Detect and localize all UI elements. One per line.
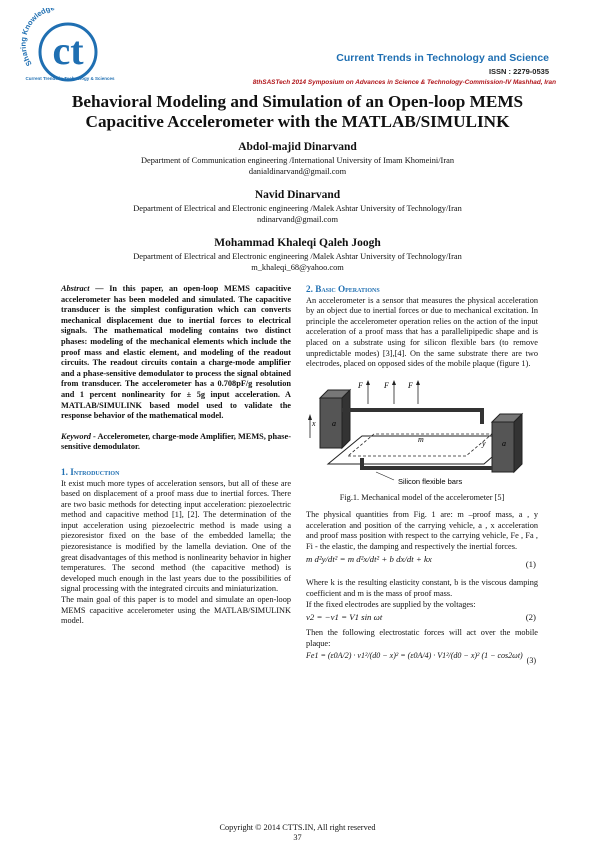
- author-affiliation: Department of Electrical and Electronic engineering /Malek Ashtar University of Technology/Iran: [133, 252, 462, 261]
- author-name: Navid Dinarvand: [254, 189, 341, 201]
- fig-label-y: y: [482, 438, 486, 448]
- svg-text:Sharing Knowledge: [19, 8, 56, 68]
- basic-paragraph-4: If the fixed electrodes are supplied by the voltages:: [306, 599, 476, 609]
- author-3: [40, 236, 555, 273]
- section-heading-introduction: 1. Introduction: [61, 466, 120, 477]
- right-column: [306, 284, 538, 675]
- paper-title: [40, 92, 555, 132]
- copyright: Copyright © 2014 CTTS.IN, All right reserved: [219, 823, 376, 832]
- figure-caption: Fig.1. Mechanical model of the accelerometer [5]: [339, 493, 505, 503]
- basic-paragraph-5: Then the following electrostatic forces will act over the mobile plaque:: [306, 628, 538, 648]
- equation-3-number: (3): [526, 656, 536, 666]
- journal-name: Current Trends in Technology and Science: [336, 52, 549, 64]
- page-footer: [0, 823, 595, 843]
- abstract-text: — In this paper, an open-loop MEMS capacitive accelerometer has been modeled and simulated. The capacitive transducer is the simplest configuration which can converts mechanical displacement due to inertial forces to electrical signals. The mathematical modeling contains two distinct phases: modeling of the mechanical elements which include the proof mass and elastic element, and modeling of the readout circuits. The readout circuits contain a charge-mode amplifier and a phase-sensitive demodulator to process the signal obtained from transducer. The accelerometer has a 0.708pF/g resolution and 1 percent nonlinearity for ± 5g input acceleration. A MATLAB/SIMULINK based model used to validate the response behavior of the mathematical model.: [61, 284, 291, 421]
- author-email: ndinarvand@gmail.com: [257, 215, 338, 224]
- equation-1-number: (1): [525, 559, 536, 570]
- fig-label-m: m: [418, 434, 424, 444]
- basic-paragraph-1: An accelerometer is a sensor that measures the physical acceleration by an object due to inertial forces or due to mechanical excitation. In principle the accelerometer operation relies on the action of the input acceleration of a proof mass that has a parallelipipedic shape and is placed on a substrate using for silicon flexible bars (to remove unpredictable modes) [3],[4]. On the same substrate there are two electrodes, placed on opposed sides of the mobile plaque (figure 1).: [306, 295, 538, 369]
- left-column: [61, 284, 291, 627]
- fig-label-fi: F: [408, 380, 413, 390]
- intro-paragraph-1: It exist much more types of acceleration sensors, but all of these are based on displacement of a proof mass due to inertial forces. There are two basic methods for detecting input acceleration: piezoelectric method and capacitive method [1], [2]. The determination of the input acceleration using piezoelectric method is made using a piezoresistor fixed on the base of the embedded lamella; the piezoresistance is modified by the lamella deviation. One of the great disadvantages of this method is nonlinearity behavior in higher temperatures. The second method (the capacitive method) is developed much enough in the last years due to the possibilities of signal processing with the integrated circuits and miniaturization.: [61, 478, 291, 594]
- author-name: Mohammad Khaleqi Qaleh Joogh: [214, 237, 381, 249]
- section-heading-basic-operations: 2. Basic Operations: [306, 284, 380, 294]
- author-email: m_khaleqi_68@yahoo.com: [251, 263, 344, 272]
- fig-label-fa: F: [384, 380, 389, 390]
- fig-label-a2: a: [502, 438, 506, 448]
- equation-1-body: m d²y/dt² = m d²x/dt² + b dx/dt + kx: [306, 554, 432, 565]
- issn: ISSN : 2279-0535: [488, 67, 549, 76]
- fig-label-a: a: [332, 418, 336, 428]
- page-number: 37: [293, 833, 302, 842]
- basic-paragraph-2: The physical quantities from Fig. 1 are: m –proof mass, a , y acceleration and position of the carrying vehicle, a , x acceleration and proof mass position with respect to the carrying vehicle, Fe , Fa , Fi - the elastic, the damping and respectively the inertial forces.: [306, 509, 538, 551]
- author-2: [40, 188, 555, 225]
- author-email: danialdinarvand@gmail.com: [248, 167, 347, 176]
- logo-letters: ct: [52, 28, 84, 73]
- fig-label-bars: Silicon flexible bars: [398, 476, 463, 486]
- title-line-2: Capacitive Accelerometer with the MATLAB/SIMULINK: [85, 112, 510, 131]
- basic-paragraph-3: Where k is the resulting elasticity constant, b is the viscous damping coefficient and m is the mass of proof mass.: [306, 578, 538, 598]
- equation-1: [306, 554, 538, 576]
- journal-logo: [18, 8, 116, 84]
- keywords-label: Keyword: [61, 431, 91, 441]
- intro-paragraph-2: The main goal of this paper is to model and simulate an open-loop MEMS capacitive accelerometer using the MATLAB/SIMULINK model.: [61, 595, 291, 626]
- abstract-label: Abstract: [61, 284, 90, 293]
- equation-2: [306, 612, 538, 626]
- author-1: [40, 140, 555, 177]
- fig-label-fe: F: [358, 380, 363, 390]
- symposium-line: 8thSASTech 2014 Symposium on Advances in Science & Technology-Commission-IV Mashhad, Iran: [252, 79, 556, 86]
- equation-2-number: (2): [525, 612, 536, 623]
- keywords: [61, 432, 291, 453]
- title-line-1: Behavioral Modeling and Simulation of an Open-loop MEMS: [71, 92, 524, 111]
- equation-2-body: v2 = −v1 = V1 sin ωt: [306, 612, 383, 623]
- logo-ring-text: Sharing Knowledg: [18, 8, 52, 68]
- author-name: Abdol-majid Dinarvand: [238, 141, 357, 153]
- abstract: [61, 284, 291, 422]
- equation-3: [306, 651, 538, 673]
- keywords-text: - Accelerometer, charge-mode Amplifier, MEMS, phase-sensitive demodulator.: [61, 431, 291, 452]
- equation-3-body: Fe1 = (ε0A/2) · v1²/(d0 − x)² = (ε0A/4) · V1²/(d0 − x)² (1 − cos2ωt): [306, 651, 523, 661]
- figure-mechanical-model: [306, 376, 538, 492]
- author-affiliation: Department of Electrical and Electronic engineering /Malek Ashtar University of Technology/Iran: [133, 204, 462, 213]
- author-affiliation: Department of Communication engineering /International University of Imam Khomeini/Iran: [140, 156, 455, 165]
- fig-label-x: x: [312, 418, 316, 428]
- logo-caption: Current Trends in Technology & Sciences: [25, 76, 115, 81]
